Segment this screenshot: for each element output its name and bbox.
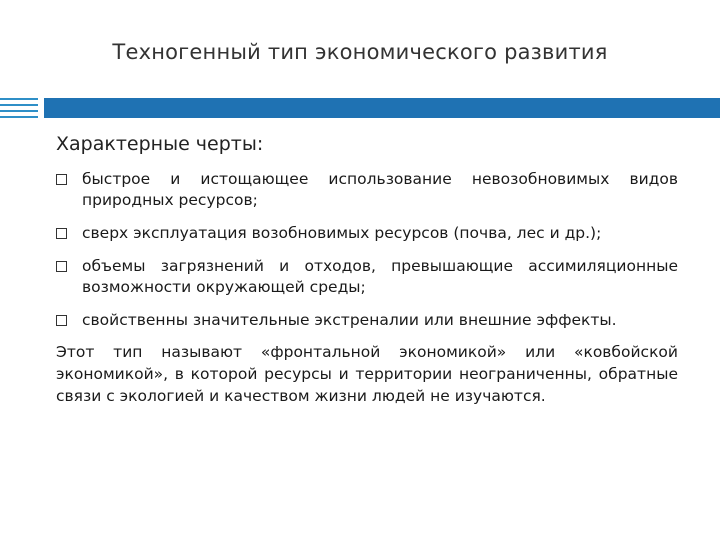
slide-title: Техногенный тип экономического развития [112, 40, 608, 64]
list-item [56, 310, 678, 331]
list-item-text: объемы загрязнений и отходов, превышающие ассимиляционные возможности окружающей среды; [82, 257, 678, 296]
list-item [56, 223, 678, 244]
square-bullet-icon [56, 174, 67, 185]
bullet-list [56, 169, 678, 331]
summary-paragraph: Этот тип называют «фронтальной экономикой» или «ковбойской экономикой», в которой ресурсы и территории неограниченны, обратные связи с экологией и качеством жизни людей не изучаются. [56, 343, 678, 405]
list-item-text: свойственны значительные экстреналии или внешние эффекты. [82, 311, 617, 329]
square-bullet-icon [56, 228, 67, 239]
square-bullet-icon [56, 315, 67, 326]
title-divider-bar [0, 98, 720, 118]
section-subtitle: Характерные черты: [56, 133, 264, 155]
slide-content [56, 133, 678, 407]
list-item-text: быстрое и истощающее использование невозобновимых видов природных ресурсов; [82, 170, 678, 209]
divider-stripes [0, 98, 38, 118]
list-item-text: сверх эксплуатация возобновимых ресурсов (почва, лес и др.); [82, 224, 602, 242]
list-item [56, 256, 678, 298]
list-item [56, 169, 678, 211]
divider-solid [44, 98, 720, 118]
square-bullet-icon [56, 261, 67, 272]
